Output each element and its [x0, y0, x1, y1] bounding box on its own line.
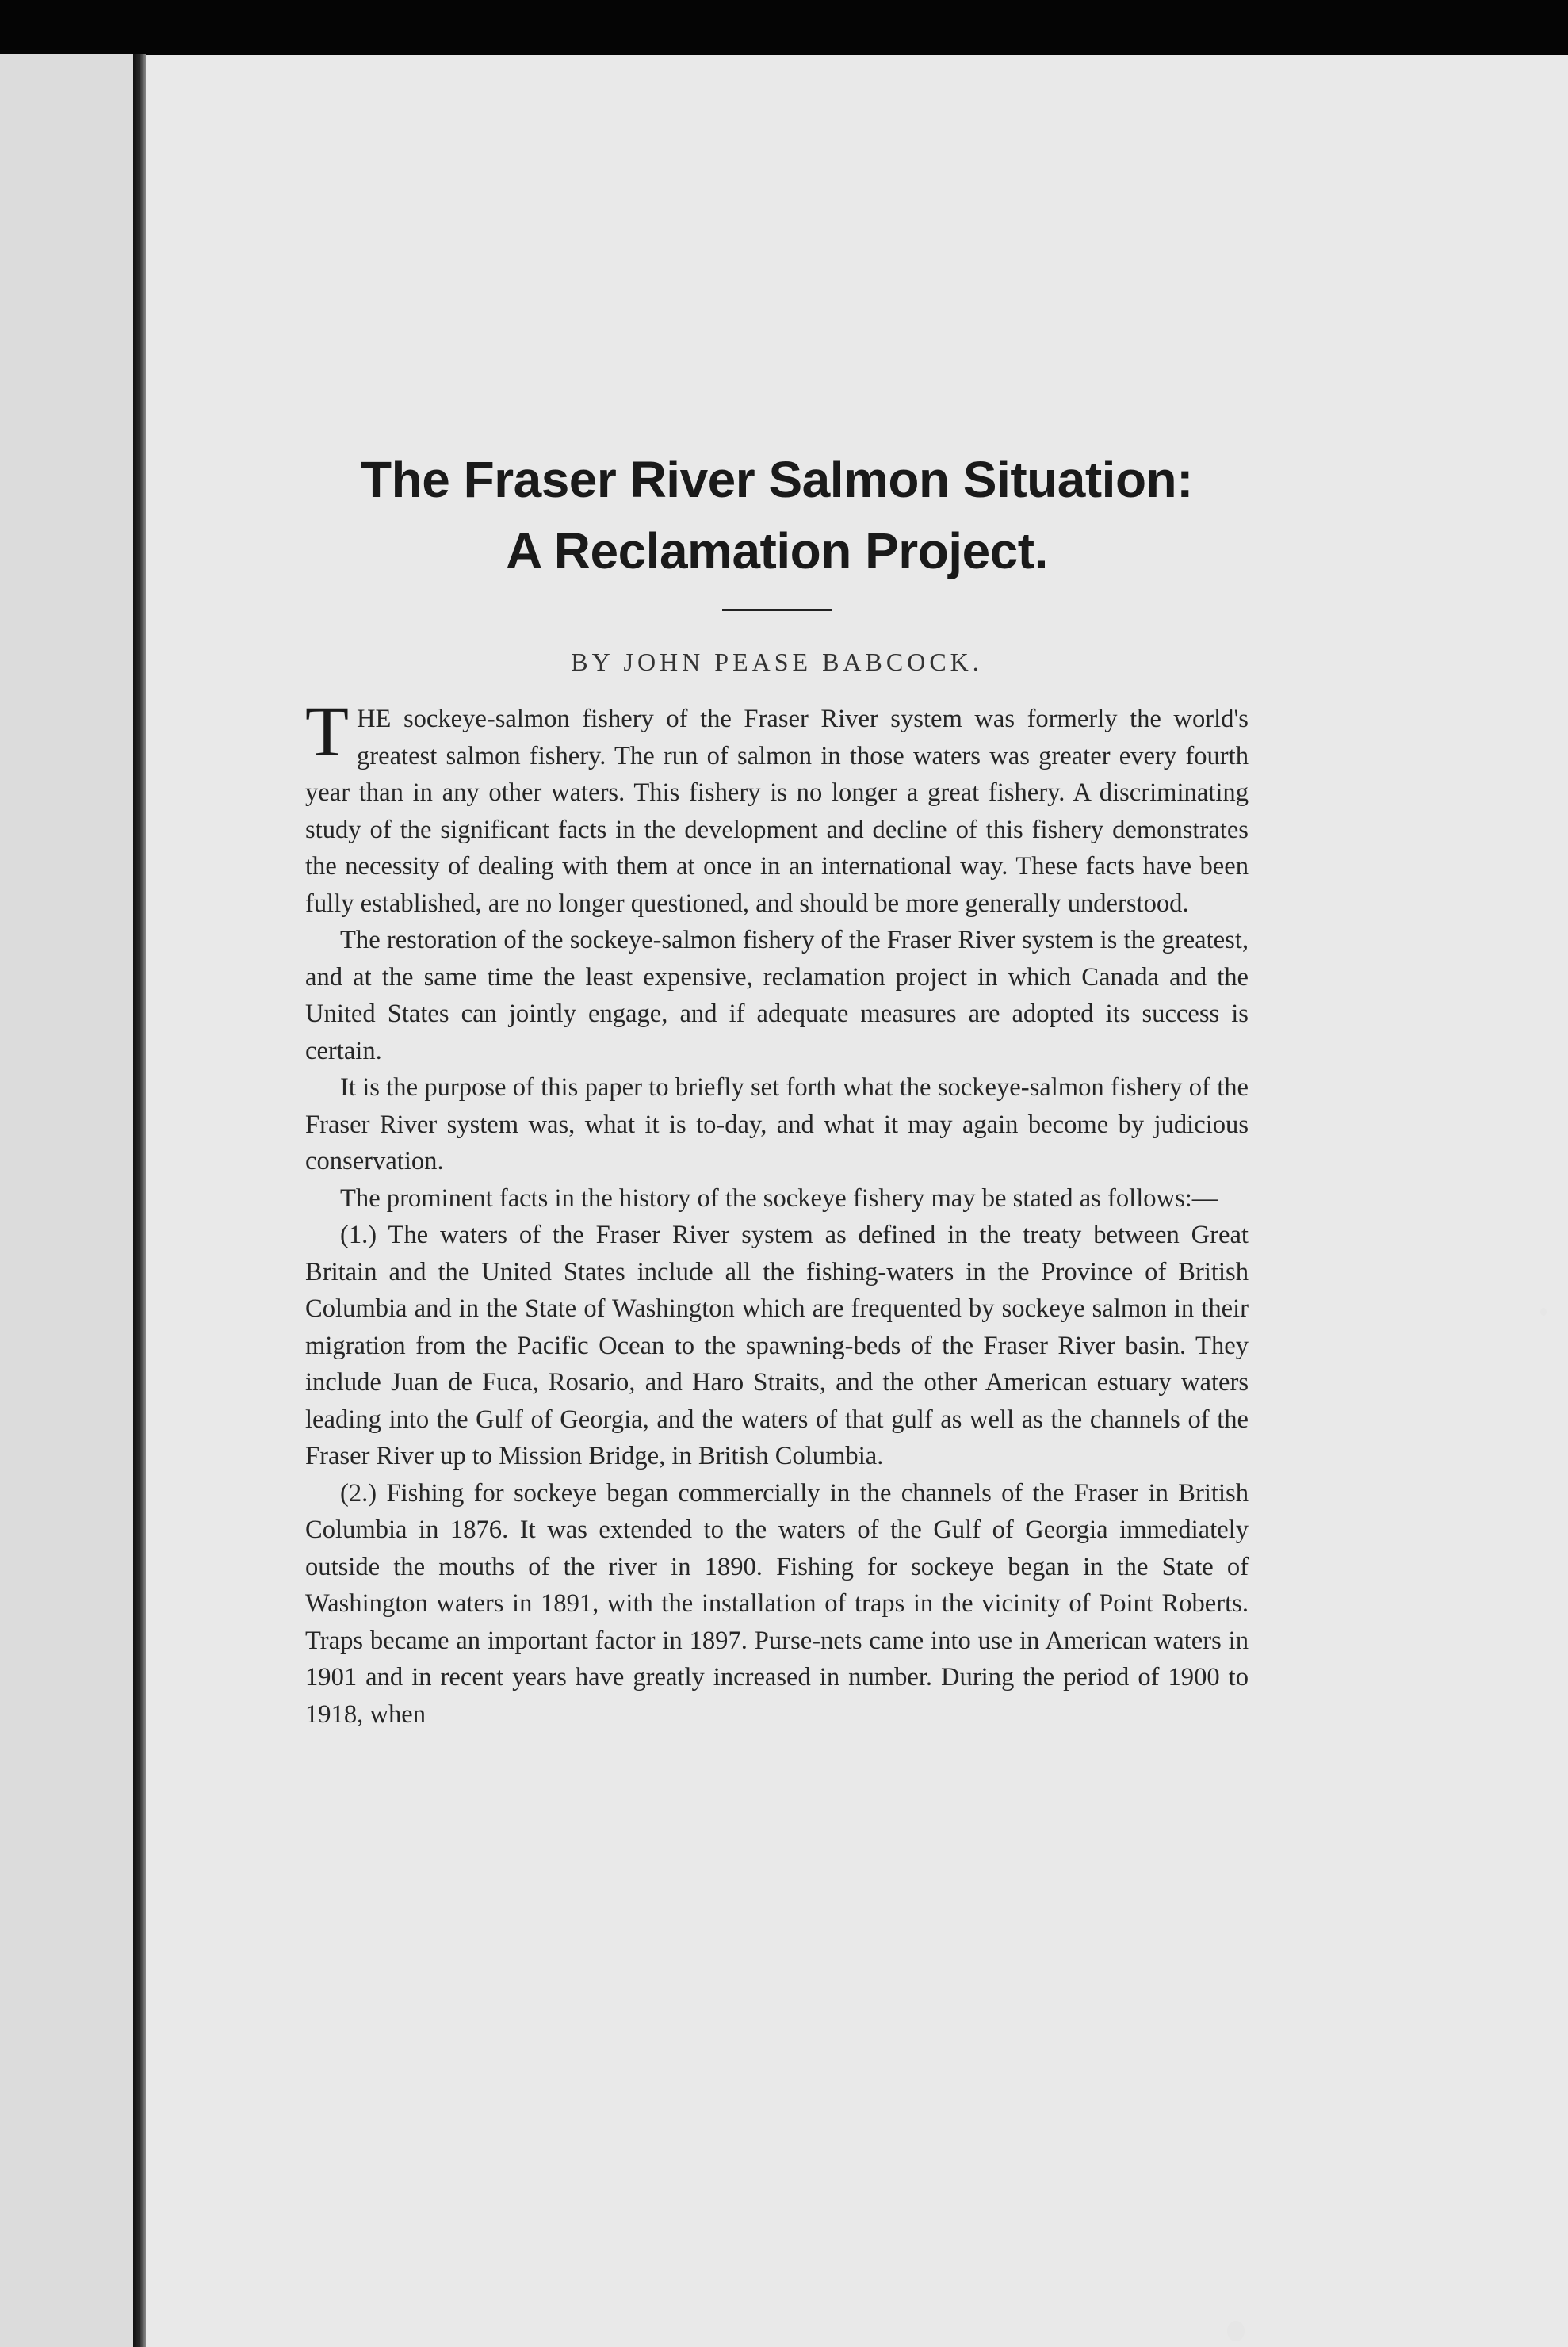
title-rule [722, 609, 832, 611]
article-body [305, 693, 1249, 1733]
scan-speck [1227, 2321, 1245, 2341]
drop-cap: T [305, 693, 349, 771]
paragraph-5: (1.) The waters of the Fraser River system as defined in the treaty between Great Britain and the United States include all the fishing-waters in the Province of British Columbia and in the State of Washington which are frequented by sockeye salmon in their migration from the Pacific Ocean to the spawning-beds of the Fraser River basin. They include Juan de Fuca, Rosario, and Haro Straits, and the other American estuary waters leading into the Gulf of Georgia, and the waters of that gulf as well as the channels of the Fraser River up to Mission Bridge, in British Columbia. [305, 1221, 1249, 1470]
paragraph-1-text: HE sockeye-salmon fishery of the Fraser River system was formerly the world's greatest salmon fishery. The run of salmon in those waters was greater every fourth year than in any other waters. This fishery is no longer a great fishery. A discriminating study of the significant facts in the development and decline of this fishery demonstrates the necessity of dealing with them at once in an international way. These facts have been fully established, are no longer questioned, and should be more generally understood. [305, 705, 1249, 918]
paragraph-4: The prominent facts in the history of the sockeye fishery may be stated as follows:— [340, 1183, 1218, 1213]
paragraph-6: (2.) Fishing for sockeye began commercially in the channels of the Fraser in British Columbia in 1876. It was extended to the waters of the Gulf of Georgia immediately outside the mouths of the river in 1890. Fishing for sockeye began in the State of Washington waters in 1891, with the installation of traps in the vicinity of Point Roberts. Traps became an important factor in 1897. Purse-nets came into use in American waters in 1901 and in recent years have greatly increased in number. During the period of 1900 to 1918, when [305, 1478, 1249, 1729]
paragraph-3: It is the purpose of this paper to briefly set forth what the sockeye-salmon fishery of the Fraser River system was, what it is to-day, and what it may again become by judicious conservation. [305, 1073, 1249, 1175]
scan-speck [1540, 1308, 1547, 1316]
article [305, 444, 1249, 1733]
title-line-2: A Reclamation Project. [506, 522, 1048, 579]
paragraph-1 [305, 693, 1249, 922]
facing-page [0, 54, 133, 2347]
title-line-1: The Fraser River Salmon Situation: [361, 451, 1193, 508]
page-spine-shadow [133, 54, 146, 2347]
byline: BY JOHN PEASE BABCOCK. [571, 648, 983, 676]
article-title [305, 444, 1249, 587]
paragraph-2: The restoration of the sockeye-salmon fishery of the Fraser River system is the greatest, and at the same time the least expensive, reclamation project in which Canada and the United States can jointly engage, and if adequate measures are adopted its success is certain. [305, 926, 1249, 1065]
